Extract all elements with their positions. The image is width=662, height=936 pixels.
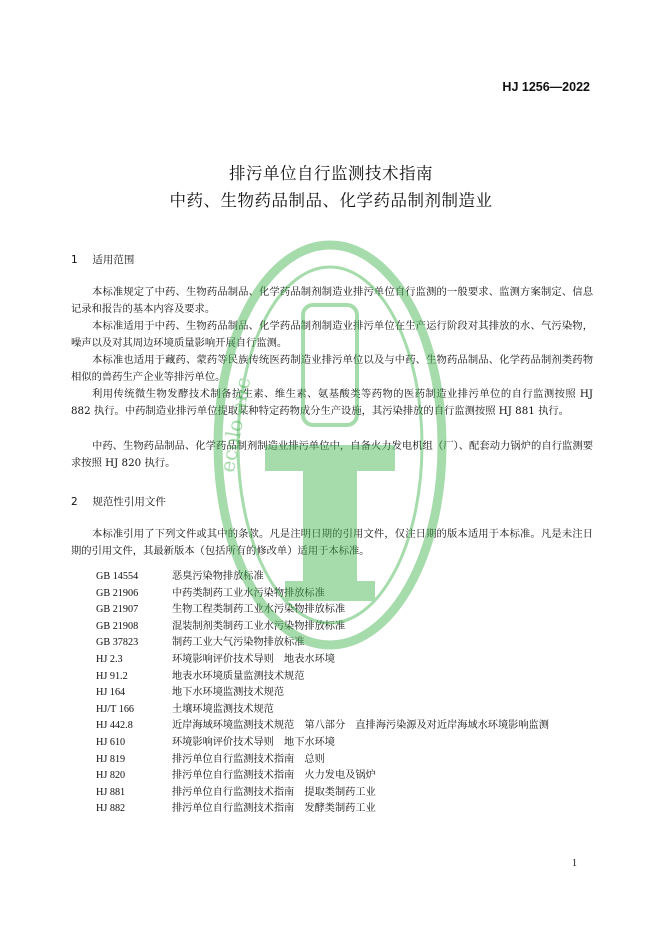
reference-code: HJ 881 [96,786,126,798]
reference-code: GB 37823 [96,637,139,649]
reference-code: GB 21908 [96,620,139,632]
reference-row [96,768,596,785]
section-title: 规范性引用文件 [92,496,166,508]
reference-row [96,586,596,603]
reference-row [96,635,596,652]
reference-row [96,602,596,619]
reference-row [96,718,596,735]
reference-code: HJ 882 [96,803,126,815]
reference-row [96,702,596,719]
section-title: 适用范围 [92,254,135,266]
reference-code: GB 21907 [96,604,139,616]
reference-code: HJ 2.3 [96,653,123,665]
reference-title: 地下水环境监测技术规范 [172,687,285,699]
reference-title: 排污单位自行监测技术指南 总则 [172,753,325,765]
page-number: 1 [572,858,577,869]
section-1-heading [71,252,134,267]
reference-code: GB 21906 [96,587,139,599]
title-line-2: 中药、生物药品制品、化学药品制剂制造业 [169,191,493,210]
reference-row [96,735,596,752]
reference-code: HJ 91.2 [96,670,128,682]
reference-row [96,669,596,686]
reference-code: HJ/T 166 [96,703,135,715]
reference-title: 环境影响评价技术导则 地下水环境 [172,736,335,748]
paragraph: 本标准适用于中药、生物药品制品、化学药品制剂制造业排污单位在生产运行阶段对其排放的水、气污染物，噪声以及对其周边环境质量影响开展自行监测。 [71,320,593,349]
reference-row [96,752,596,769]
reference-code: HJ 610 [96,736,126,748]
reference-row [96,685,596,702]
title-line-1: 排污单位自行监测技术指南 [229,164,433,183]
paragraph: 本标准也适用于藏药、蒙药等民族传统医药制造业排污单位以及与中药、生物药品制品、化学药品制剂类药物相似的兽药生产企业等排污单位。 [71,354,593,383]
reference-row [96,619,596,636]
reference-code: HJ 820 [96,770,126,782]
paragraph: 本标准引用了下列文件或其中的条款。凡是注明日期的引用文件，仅注日期的版本适用于本标准。凡是未注日期的引用文件，其最新版本（包括所有的修改单）适用于本标准。 [71,528,593,557]
reference-title: 混装制剂类制药工业水污染物排放标准 [172,620,346,632]
reference-title: 生物工程类制药工业水污染物排放标准 [172,604,346,616]
reference-title: 制药工业大气污染物排放标准 [172,637,305,649]
section-2-heading [71,494,166,509]
reference-list [96,569,596,818]
reference-title: 环境影响评价技术导则 地表水环境 [172,653,335,665]
reference-title: 土壤环境监测技术规范 [172,703,274,715]
reference-code: HJ 819 [96,753,126,765]
reference-title: 近岸海域环境监测技术规范 第八部分 直排海污染源及对近岸海域水环境影响监测 [172,720,549,732]
reference-title: 排污单位自行监测技术指南 发酵类制药工业 [172,803,376,815]
section-number: 2 [71,496,78,508]
reference-row [96,652,596,669]
paragraph: 利用传统微生物发酵技术制备抗生素、维生素、氨基酸类等药物的医药制造业排污单位的自行监测按照 HJ 882 执行。中药制造业排污单位提取某种特定药物成分生产设施，其污染排放的自行监测按照 HJ 881 执行。 [71,388,593,417]
reference-row [96,801,596,818]
reference-title: 恶臭污染物排放标准 [172,571,264,582]
reference-title: 中药类制药工业水污染物排放标准 [172,587,325,599]
reference-code: GB 14554 [96,571,139,582]
reference-title: 排污单位自行监测技术指南 提取类制药工业 [172,786,376,798]
reference-code: HJ 442.8 [96,720,133,732]
reference-title: 排污单位自行监测技术指南 火力发电及锅炉 [172,770,376,782]
reference-row [96,785,596,802]
watermark-text: ecolo anc [215,375,256,475]
reference-title: 地表水环境质量监测技术规范 [172,670,305,682]
reference-row [96,569,596,586]
reference-code: HJ 164 [96,687,126,699]
paragraph: 中药、生物药品制品、化学药品制剂制造业排污单位中，自备火力发电机组（厂）、配套动力锅炉的自行监测要求按照 HJ 820 执行。 [71,440,593,469]
paragraph: 本标准规定了中药、生物药品制品、化学药品制剂制造业排污单位自行监测的一般要求、监测方案制定、信息记录和报告的基本内容及要求。 [71,286,593,315]
section-number: 1 [71,254,78,266]
doc-code: HJ 1256—2022 [502,80,590,94]
